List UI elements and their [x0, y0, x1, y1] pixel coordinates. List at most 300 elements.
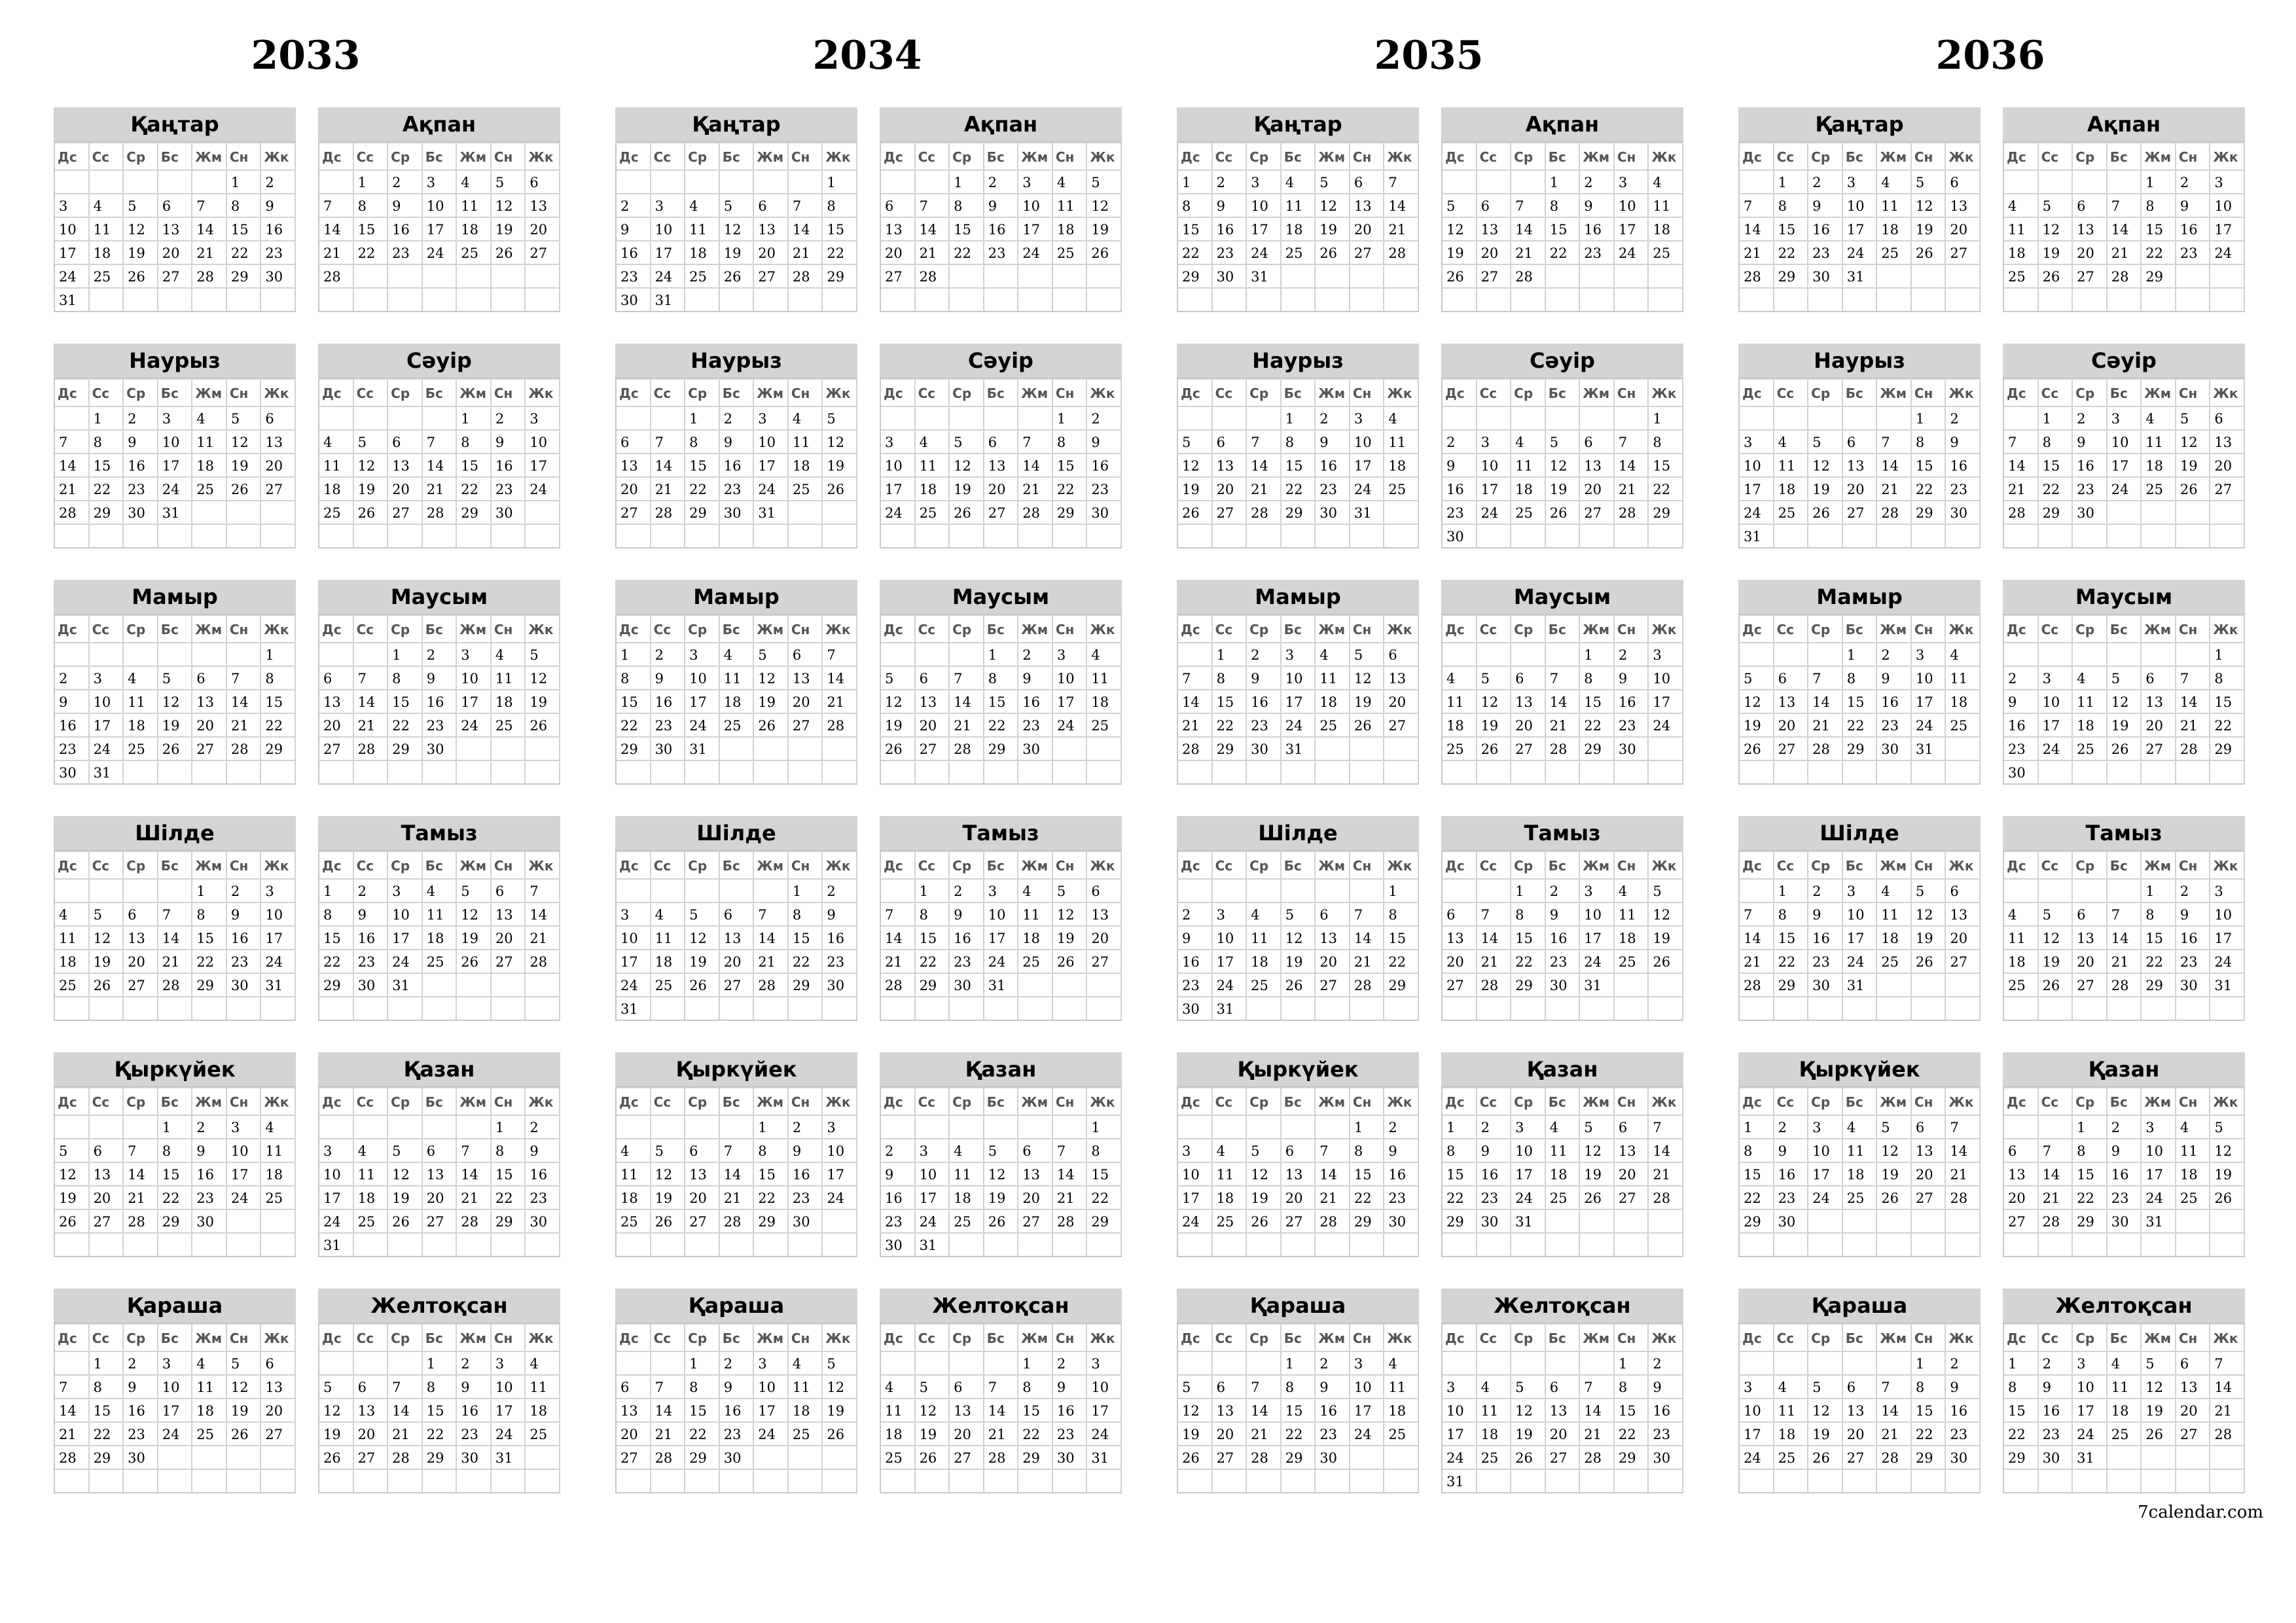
weekday-header: Дс	[1443, 851, 1477, 878]
day-cell: 26	[1247, 1209, 1282, 1232]
weekday-header: Бс	[2108, 142, 2142, 169]
weekday-header: Жм	[1580, 1323, 1615, 1351]
day-cell: 4	[354, 1138, 389, 1162]
empty-day-cell	[1740, 642, 1774, 666]
empty-day-cell	[617, 169, 651, 193]
empty-day-cell	[158, 642, 193, 666]
month-day-grid	[1738, 378, 1981, 548]
day-cell: 17	[1018, 217, 1053, 240]
month-name: Қаңтар	[1177, 107, 1419, 142]
day-cell: 2	[457, 1351, 492, 1374]
day-cell: 7	[2210, 1351, 2245, 1374]
day-cell: 28	[55, 1445, 90, 1469]
day-cell: 1	[158, 1115, 193, 1138]
day-cell: 1	[457, 406, 492, 429]
day-cell: 8	[916, 902, 950, 925]
day-cell: 19	[1912, 217, 1946, 240]
empty-day-cell	[1615, 287, 1649, 311]
day-cell: 16	[1774, 1162, 1809, 1185]
empty-day-cell	[1316, 996, 1350, 1020]
day-cell: 19	[227, 1398, 262, 1421]
empty-day-cell	[754, 736, 789, 760]
weekday-header: Сс	[354, 142, 389, 169]
empty-day-cell	[319, 524, 354, 547]
empty-day-cell	[2210, 1232, 2245, 1256]
day-cell: 21	[1546, 713, 1581, 736]
empty-day-cell	[2176, 1445, 2211, 1469]
empty-day-cell	[192, 642, 227, 666]
day-cell: 1	[261, 642, 296, 666]
day-cell: 1	[2142, 878, 2176, 902]
day-cell: 6	[685, 1138, 720, 1162]
day-cell: 12	[55, 1162, 90, 1185]
month-day-grid	[2003, 615, 2245, 785]
empty-day-cell	[1282, 1232, 1316, 1256]
day-cell: 6	[2073, 902, 2108, 925]
weekday-header: Дс	[1178, 1087, 1213, 1115]
weekday-header: Ср	[124, 1323, 158, 1351]
day-cell: 6	[354, 1374, 389, 1398]
empty-day-cell	[823, 736, 857, 760]
day-cell: 14	[1649, 1138, 1683, 1162]
day-cell: 30	[1213, 264, 1247, 287]
day-cell: 7	[192, 193, 227, 217]
day-cell: 3	[2108, 406, 2142, 429]
day-cell: 19	[1580, 1162, 1615, 1185]
day-cell: 21	[984, 1421, 1019, 1445]
day-cell: 19	[2039, 949, 2073, 972]
weekday-header: Дс	[319, 1087, 354, 1115]
day-cell: 20	[1213, 476, 1247, 500]
day-cell: 12	[227, 1374, 262, 1398]
day-cell: 10	[261, 902, 296, 925]
day-cell: 5	[1877, 1115, 1912, 1138]
weekday-header: Сс	[1774, 851, 1809, 878]
day-cell: 23	[1946, 476, 1981, 500]
weekday-header: Дс	[319, 378, 354, 406]
day-cell: 22	[1580, 713, 1615, 736]
empty-day-cell	[1774, 1232, 1809, 1256]
day-cell: 16	[1808, 925, 1843, 949]
day-cell: 29	[685, 1445, 720, 1469]
day-cell: 11	[1615, 902, 1649, 925]
day-cell: 2	[950, 878, 984, 902]
empty-day-cell	[1740, 1232, 1774, 1256]
weekday-header: Сн	[492, 851, 526, 878]
empty-day-cell	[823, 500, 857, 524]
month-day-grid	[1441, 1087, 1683, 1257]
empty-day-cell	[1740, 996, 1774, 1020]
empty-day-cell	[1877, 524, 1912, 547]
day-cell: 15	[227, 217, 262, 240]
day-cell: 22	[158, 1185, 193, 1209]
day-cell: 6	[881, 193, 916, 217]
empty-day-cell	[55, 1115, 90, 1138]
day-cell: 21	[1384, 217, 1419, 240]
empty-day-cell	[1213, 524, 1247, 547]
day-cell: 17	[1511, 1162, 1546, 1185]
empty-day-cell	[2039, 1115, 2073, 1138]
empty-day-cell	[319, 1469, 354, 1492]
day-cell: 2	[1808, 169, 1843, 193]
day-cell: 15	[2073, 1162, 2108, 1185]
day-cell: 3	[1808, 1115, 1843, 1138]
weekday-header: Жм	[1877, 378, 1912, 406]
empty-day-cell	[1946, 736, 1981, 760]
day-cell: 13	[492, 902, 526, 925]
month-block	[880, 344, 1122, 548]
day-cell: 24	[158, 1421, 193, 1445]
day-cell: 1	[1511, 878, 1546, 902]
day-cell: 10	[492, 1374, 526, 1398]
day-cell: 21	[1511, 240, 1546, 264]
empty-day-cell	[227, 524, 262, 547]
day-cell: 27	[1087, 949, 1122, 972]
weekday-header: Сс	[90, 378, 124, 406]
day-cell: 7	[1808, 666, 1843, 689]
day-cell: 19	[55, 1185, 90, 1209]
empty-day-cell	[1649, 760, 1683, 783]
day-cell: 3	[651, 193, 686, 217]
weekday-header: Сс	[651, 142, 686, 169]
weekday-header: Бс	[1843, 851, 1878, 878]
empty-day-cell	[1740, 1351, 1774, 1374]
empty-day-cell	[55, 169, 90, 193]
day-cell: 13	[720, 925, 755, 949]
empty-day-cell	[124, 287, 158, 311]
day-cell: 1	[354, 169, 389, 193]
weekday-header: Сс	[1774, 1087, 1809, 1115]
day-cell: 10	[1615, 193, 1649, 217]
empty-day-cell	[823, 1445, 857, 1469]
empty-day-cell	[2142, 996, 2176, 1020]
day-cell: 6	[1946, 169, 1981, 193]
empty-day-cell	[1808, 1232, 1843, 1256]
month-day-grid	[54, 1087, 296, 1257]
day-cell: 1	[1649, 406, 1683, 429]
empty-day-cell	[192, 287, 227, 311]
weekday-header: Бс	[1282, 1087, 1316, 1115]
day-cell: 8	[1649, 429, 1683, 453]
weekday-header: Жм	[754, 1323, 789, 1351]
month-name: Мамыр	[615, 580, 857, 615]
day-cell: 17	[2108, 453, 2142, 476]
day-cell: 20	[1546, 1421, 1581, 1445]
weekday-header: Жк	[1087, 142, 1122, 169]
day-cell: 14	[916, 217, 950, 240]
day-cell: 24	[319, 1209, 354, 1232]
day-cell: 5	[916, 1374, 950, 1398]
day-cell: 9	[2176, 193, 2211, 217]
weekday-header: Ср	[388, 615, 423, 642]
empty-day-cell	[1877, 996, 1912, 1020]
day-cell: 2	[1316, 406, 1350, 429]
day-cell: 7	[124, 1138, 158, 1162]
day-cell: 23	[1443, 500, 1477, 524]
day-cell: 25	[261, 1185, 296, 1209]
day-cell: 18	[916, 476, 950, 500]
day-cell: 23	[1213, 240, 1247, 264]
empty-day-cell	[754, 1232, 789, 1256]
empty-day-cell	[1477, 1351, 1512, 1374]
day-cell: 21	[916, 240, 950, 264]
weekday-header: Сн	[789, 615, 823, 642]
weekday-header: Бс	[1282, 142, 1316, 169]
weekday-header: Сс	[354, 1323, 389, 1351]
day-cell: 6	[1546, 1374, 1581, 1398]
weekday-header: Жм	[1018, 851, 1053, 878]
day-cell: 3	[984, 878, 1019, 902]
empty-day-cell	[1443, 760, 1477, 783]
empty-day-cell	[1615, 1209, 1649, 1232]
day-cell: 6	[1580, 429, 1615, 453]
month-name: Наурыз	[615, 344, 857, 378]
empty-day-cell	[55, 1232, 90, 1256]
day-cell: 3	[158, 1351, 193, 1374]
weekday-header: Ср	[685, 615, 720, 642]
weekday-header: Бс	[2108, 851, 2142, 878]
empty-day-cell	[1649, 524, 1683, 547]
weekday-header: Сн	[1912, 1087, 1946, 1115]
day-cell: 23	[617, 264, 651, 287]
empty-day-cell	[1843, 524, 1878, 547]
day-cell: 20	[526, 217, 560, 240]
day-cell: 16	[1384, 1162, 1419, 1185]
empty-day-cell	[1843, 1232, 1878, 1256]
day-cell: 12	[388, 1162, 423, 1185]
day-cell: 7	[319, 193, 354, 217]
weekday-header: Бс	[1546, 615, 1581, 642]
day-cell: 9	[227, 902, 262, 925]
day-cell: 1	[1087, 1115, 1122, 1138]
empty-day-cell	[192, 760, 227, 783]
month-block	[1738, 1289, 1981, 1493]
day-cell: 4	[1615, 878, 1649, 902]
day-cell: 5	[2176, 406, 2211, 429]
day-cell: 17	[423, 217, 457, 240]
weekday-header: Сс	[916, 1323, 950, 1351]
day-cell: 18	[950, 1185, 984, 1209]
empty-day-cell	[1912, 1232, 1946, 1256]
day-cell: 18	[1087, 689, 1122, 713]
day-cell: 7	[1247, 1374, 1282, 1398]
day-cell: 16	[227, 925, 262, 949]
day-cell: 16	[720, 1398, 755, 1421]
empty-day-cell	[457, 736, 492, 760]
day-cell: 18	[1511, 476, 1546, 500]
month-day-grid	[318, 615, 560, 785]
day-cell: 24	[492, 1421, 526, 1445]
day-cell: 28	[1477, 972, 1512, 996]
weekday-header: Сн	[492, 1323, 526, 1351]
day-cell: 12	[2039, 217, 2073, 240]
day-cell: 22	[1087, 1185, 1122, 1209]
day-cell: 16	[2176, 217, 2211, 240]
day-cell: 22	[2073, 1185, 2108, 1209]
day-cell: 5	[55, 1138, 90, 1162]
month-block	[1441, 816, 1683, 1021]
day-cell: 28	[1247, 1445, 1282, 1469]
empty-day-cell	[457, 1232, 492, 1256]
month-block	[1441, 580, 1683, 785]
empty-day-cell	[388, 1469, 423, 1492]
day-cell: 16	[2004, 713, 2039, 736]
empty-day-cell	[1946, 1232, 1981, 1256]
empty-day-cell	[1282, 287, 1316, 311]
day-cell: 28	[526, 949, 560, 972]
day-cell: 10	[916, 1162, 950, 1185]
weekday-header: Бс	[158, 615, 193, 642]
empty-day-cell	[2142, 287, 2176, 311]
day-cell: 10	[1740, 453, 1774, 476]
day-cell: 15	[2142, 217, 2176, 240]
day-cell: 21	[457, 1185, 492, 1209]
month-block	[1177, 816, 1419, 1021]
empty-day-cell	[1384, 996, 1419, 1020]
weekday-header: Жк	[823, 1323, 857, 1351]
empty-day-cell	[227, 760, 262, 783]
day-cell: 14	[192, 217, 227, 240]
day-cell: 7	[789, 193, 823, 217]
empty-day-cell	[1018, 1115, 1053, 1138]
day-cell: 4	[651, 902, 686, 925]
weekday-header: Жк	[261, 1323, 296, 1351]
day-cell: 16	[492, 453, 526, 476]
day-cell: 5	[1912, 878, 1946, 902]
day-cell: 27	[2210, 476, 2245, 500]
empty-day-cell	[617, 878, 651, 902]
day-cell: 3	[261, 878, 296, 902]
empty-day-cell	[526, 287, 560, 311]
day-cell: 17	[651, 240, 686, 264]
day-cell: 16	[1213, 217, 1247, 240]
day-cell: 10	[2108, 429, 2142, 453]
day-cell: 13	[2073, 925, 2108, 949]
empty-day-cell	[492, 1232, 526, 1256]
day-cell: 9	[1384, 1138, 1419, 1162]
day-cell: 8	[2039, 429, 2073, 453]
day-cell: 19	[1178, 476, 1213, 500]
empty-day-cell	[1443, 406, 1477, 429]
day-cell: 11	[1282, 193, 1316, 217]
day-cell: 5	[1580, 1115, 1615, 1138]
empty-day-cell	[1247, 760, 1282, 783]
empty-day-cell	[720, 1115, 755, 1138]
day-cell: 4	[1877, 169, 1912, 193]
day-cell: 22	[2142, 240, 2176, 264]
weekday-header: Жк	[823, 142, 857, 169]
empty-day-cell	[1247, 406, 1282, 429]
weekday-header: Ср	[950, 615, 984, 642]
day-cell: 16	[1615, 689, 1649, 713]
empty-day-cell	[2176, 1469, 2211, 1492]
empty-day-cell	[492, 996, 526, 1020]
empty-day-cell	[492, 264, 526, 287]
month-day-grid	[880, 1323, 1122, 1493]
empty-day-cell	[2073, 760, 2108, 783]
empty-day-cell	[1178, 878, 1213, 902]
day-cell: 30	[950, 972, 984, 996]
day-cell: 22	[1213, 713, 1247, 736]
empty-day-cell	[1443, 878, 1477, 902]
day-cell: 25	[2142, 476, 2176, 500]
month-block	[318, 1289, 560, 1493]
weekday-header: Дс	[1740, 851, 1774, 878]
day-cell: 1	[1774, 878, 1809, 902]
day-cell: 19	[2142, 1398, 2176, 1421]
day-cell: 24	[261, 949, 296, 972]
day-cell: 30	[2108, 1209, 2142, 1232]
empty-day-cell	[227, 642, 262, 666]
day-cell: 23	[1247, 713, 1282, 736]
day-cell: 5	[158, 666, 193, 689]
weekday-header: Жк	[1087, 851, 1122, 878]
day-cell: 1	[685, 406, 720, 429]
day-cell: 20	[950, 1421, 984, 1445]
empty-day-cell	[2073, 996, 2108, 1020]
day-cell: 2	[1316, 1351, 1350, 1374]
day-cell: 6	[319, 666, 354, 689]
day-cell: 31	[1443, 1469, 1477, 1492]
day-cell: 24	[227, 1185, 262, 1209]
day-cell: 22	[1178, 240, 1213, 264]
empty-day-cell	[227, 1469, 262, 1492]
day-cell: 21	[1877, 476, 1912, 500]
month-block	[880, 580, 1122, 785]
day-cell: 15	[685, 1398, 720, 1421]
day-cell: 19	[916, 1421, 950, 1445]
day-cell: 5	[2142, 1351, 2176, 1374]
day-cell: 20	[2176, 1398, 2211, 1421]
day-cell: 25	[789, 476, 823, 500]
day-cell: 26	[2142, 1421, 2176, 1445]
empty-day-cell	[1087, 1232, 1122, 1256]
day-cell: 6	[1912, 1115, 1946, 1138]
day-cell: 29	[227, 264, 262, 287]
day-cell: 25	[2073, 736, 2108, 760]
day-cell: 24	[90, 736, 124, 760]
empty-day-cell	[1247, 878, 1282, 902]
empty-day-cell	[388, 287, 423, 311]
day-cell: 7	[1316, 1138, 1350, 1162]
empty-day-cell	[2039, 760, 2073, 783]
month-day-grid	[1738, 615, 1981, 785]
empty-day-cell	[90, 524, 124, 547]
empty-day-cell	[984, 1469, 1019, 1492]
day-cell: 23	[2176, 949, 2211, 972]
day-cell: 9	[2073, 429, 2108, 453]
day-cell: 30	[1649, 1445, 1683, 1469]
empty-day-cell	[1247, 996, 1282, 1020]
day-cell: 11	[1649, 193, 1683, 217]
day-cell: 5	[388, 1138, 423, 1162]
day-cell: 7	[1384, 169, 1419, 193]
day-cell: 12	[1808, 453, 1843, 476]
weekday-header: Жм	[1580, 142, 1615, 169]
day-cell: 10	[984, 902, 1019, 925]
day-cell: 14	[881, 925, 916, 949]
empty-day-cell	[651, 169, 686, 193]
empty-day-cell	[526, 972, 560, 996]
day-cell: 3	[1178, 1138, 1213, 1162]
weekday-header: Сс	[1477, 142, 1512, 169]
day-cell: 20	[319, 713, 354, 736]
day-cell: 10	[158, 1374, 193, 1398]
day-cell: 8	[319, 902, 354, 925]
empty-day-cell	[685, 996, 720, 1020]
day-cell: 26	[1316, 240, 1350, 264]
day-cell: 4	[1282, 169, 1316, 193]
